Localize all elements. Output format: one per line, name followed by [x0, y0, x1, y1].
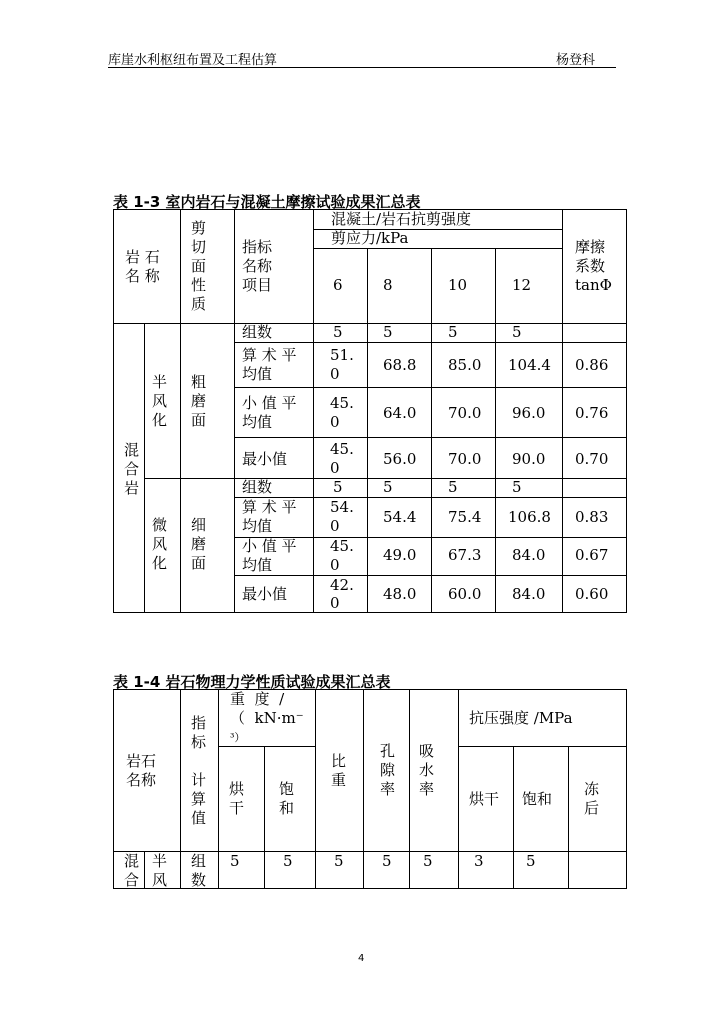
- t1-rock-2: 合: [124, 460, 140, 478]
- t1-g1-r2-v4: 104.4: [508, 356, 551, 374]
- t1-g2-r2-v4: 106.8: [508, 508, 551, 526]
- t2-head-absorb-1: 吸: [419, 742, 435, 760]
- t2-head-rock-name-2: 名称: [126, 771, 157, 789]
- t2-head-absorb-2: 水: [419, 761, 435, 779]
- t2-head-porosity-3: 率: [380, 780, 396, 798]
- t1-g1-r2-v1-wrap: 0: [330, 365, 340, 383]
- t2-head-c-dry: 烘干: [469, 790, 500, 808]
- t2-head-sat-2: 和: [279, 799, 295, 817]
- t2-head-index-1: 指: [191, 714, 207, 732]
- t1-g1-surface-2: 磨: [191, 392, 207, 410]
- t1-g1-r4-v1: 45.: [330, 440, 354, 458]
- t1-g2-r4-v1-wrap: 0: [330, 594, 340, 612]
- t2-row-label-2: 数: [191, 871, 207, 889]
- t2-row-weather-1: 半: [152, 852, 168, 870]
- t2-head-compressive: 抗压强度 /MPa: [469, 709, 573, 727]
- t2-head-density-1: 重 度 /: [230, 690, 285, 708]
- table2-caption: 表 1-4 岩石物理力学性质试验成果汇总表: [113, 673, 391, 691]
- t1-g1-r1-v1: 5: [333, 323, 343, 341]
- t2-row-weather-2: 风: [152, 871, 168, 889]
- t2-row-rock-1: 混: [124, 852, 140, 870]
- t1-g1-r4-v1-wrap: 0: [330, 459, 340, 477]
- t1-g2-r1-v3: 5: [448, 478, 458, 496]
- t1-head-index-2: 名称: [242, 257, 273, 275]
- t1-g1-surface-3: 面: [191, 411, 207, 429]
- t1-g1-r2-v2: 68.8: [383, 356, 417, 374]
- t1-g1-r3-v2: 64.0: [383, 404, 417, 422]
- t2-head-absorb-3: 率: [419, 780, 435, 798]
- t1-g1-r1-v4: 5: [512, 323, 522, 341]
- t2-head-dry-2: 干: [229, 799, 245, 817]
- t1-head-friction-3: tanΦ: [575, 276, 612, 294]
- t2-row-v3: 5: [334, 852, 344, 870]
- header-title: 库崖水利枢纽布置及工程估算: [108, 53, 278, 68]
- t1-g1-r4-label: 最小值: [242, 450, 288, 468]
- t1-g2-r4-v4: 84.0: [512, 585, 546, 603]
- t1-g1-r2-label-2: 均值: [242, 365, 273, 383]
- t1-g2-r2-v1: 54.: [330, 498, 354, 516]
- t1-head-index-1: 指标: [242, 238, 273, 256]
- t1-g1-r1-v3: 5: [448, 323, 458, 341]
- t1-head-friction-2: 系数: [575, 257, 606, 275]
- t1-head-shear-4: 性: [191, 276, 207, 294]
- t1-g1-r3-v4: 96.0: [512, 404, 546, 422]
- t1-g1-r3-coef: 0.76: [575, 404, 609, 422]
- t1-g2-r3-v1: 45.: [330, 537, 354, 555]
- t1-g1-r3-v1-wrap: 0: [330, 413, 340, 431]
- t1-g1-r4-coef: 0.70: [575, 450, 609, 468]
- t1-g1-weather-1: 半: [152, 373, 168, 391]
- t2-head-calc-3: 值: [191, 809, 207, 827]
- t2-head-density-2: （ kN·m⁻: [230, 709, 304, 727]
- t1-g1-r2-v3: 85.0: [448, 356, 482, 374]
- t1-head-shear-3: 面: [191, 257, 207, 275]
- t1-head-shear-5: 质: [191, 295, 207, 313]
- t2-row-v5: 5: [423, 852, 433, 870]
- t2-row-v4: 5: [382, 852, 392, 870]
- t2-row-v7: 5: [526, 852, 536, 870]
- t1-head-stress-12: 12: [512, 276, 532, 294]
- t1-g2-r1-v1: 5: [333, 478, 343, 496]
- t1-g1-r4-v2: 56.0: [383, 450, 417, 468]
- t2-head-porosity-1: 孔: [380, 742, 396, 760]
- t1-g2-r4-v2: 48.0: [383, 585, 417, 603]
- t2-head-sg-1: 比: [331, 752, 347, 770]
- t1-head-friction-1: 摩擦: [575, 238, 606, 256]
- t1-g1-r4-v4: 90.0: [512, 450, 546, 468]
- t2-head-density-3: ³）: [230, 731, 246, 744]
- page-number: 4: [358, 953, 365, 964]
- t2-head-rock-name-1: 岩石: [126, 752, 157, 770]
- t1-g1-weather-2: 风: [152, 392, 168, 410]
- t1-rock-3: 岩: [124, 479, 140, 497]
- t1-head-concrete-rock: 混凝土/岩石抗剪强度: [331, 210, 472, 228]
- t1-g2-surface-2: 磨: [191, 535, 207, 553]
- table1-caption: 表 1-3 室内岩石与混凝土摩擦试验成果汇总表: [113, 193, 421, 211]
- t1-head-index-3: 项目: [242, 276, 273, 294]
- t1-g2-r3-v3: 67.3: [448, 546, 482, 564]
- t1-g1-r1-label: 组数: [242, 323, 273, 341]
- t2-head-index-2: 标: [191, 733, 207, 751]
- t1-g2-r1-v2: 5: [383, 478, 393, 496]
- t1-g2-weather-1: 微: [152, 516, 168, 534]
- t1-g2-r3-label-1: 小 值 平: [242, 537, 297, 555]
- t1-g1-r1-v2: 5: [383, 323, 393, 341]
- t1-g2-r3-v1-wrap: 0: [330, 556, 340, 574]
- t1-g2-r1-label: 组数: [242, 478, 273, 496]
- t1-g2-r3-label-2: 均值: [242, 556, 273, 574]
- t1-g2-r4-v3: 60.0: [448, 585, 482, 603]
- t2-row-v6: 3: [474, 852, 484, 870]
- t1-g2-r3-v4: 84.0: [512, 546, 546, 564]
- t2-head-sg-2: 重: [331, 771, 347, 789]
- t1-g1-r3-label-1: 小 值 平: [242, 394, 297, 412]
- t1-g2-r2-label-2: 均值: [242, 517, 273, 535]
- t1-head-shear-stress: 剪应力/kPa: [331, 229, 409, 247]
- t1-g2-surface-1: 细: [191, 516, 207, 534]
- t1-head-rock-name-1: 岩 石: [125, 248, 160, 266]
- t1-g2-r2-coef: 0.83: [575, 508, 609, 526]
- t2-head-c-frozen-1: 冻: [584, 780, 600, 798]
- t1-g2-r2-v2: 54.4: [383, 508, 417, 526]
- t2-row-rock-2: 合: [124, 871, 140, 889]
- t1-rock-1: 混: [124, 441, 140, 459]
- t1-g2-weather-3: 化: [152, 554, 168, 572]
- t1-g1-r3-label-2: 均值: [242, 413, 273, 431]
- t1-head-stress-8: 8: [383, 276, 393, 294]
- t1-g1-r3-v1: 45.: [330, 394, 354, 412]
- t2-row-v1: 5: [230, 852, 240, 870]
- t1-head-stress-6: 6: [333, 276, 343, 294]
- t2-head-calc-2: 算: [191, 790, 207, 808]
- t1-head-shear-1: 剪: [191, 219, 207, 237]
- t1-g1-surface-1: 粗: [191, 373, 207, 391]
- t2-head-porosity-2: 隙: [380, 761, 396, 779]
- t1-g2-surface-3: 面: [191, 554, 207, 572]
- t1-head-shear-2: 切: [191, 238, 207, 256]
- t1-g2-r4-v1: 42.: [330, 576, 354, 594]
- t1-g2-r4-coef: 0.60: [575, 585, 609, 603]
- t1-g2-r3-v2: 49.0: [383, 546, 417, 564]
- t1-g2-r4-label: 最小值: [242, 585, 288, 603]
- t2-row-v2: 5: [283, 852, 293, 870]
- t1-g2-r2-v1-wrap: 0: [330, 517, 340, 535]
- t1-g1-r3-v3: 70.0: [448, 404, 482, 422]
- t2-row-label-1: 组: [191, 852, 207, 870]
- t2-head-sat-1: 饱: [279, 780, 295, 798]
- t1-g2-r3-coef: 0.67: [575, 546, 609, 564]
- t1-head-rock-name-2: 名 称: [125, 267, 160, 285]
- header-author: 杨登科: [556, 53, 596, 68]
- t1-head-stress-10: 10: [448, 276, 468, 294]
- t2-head-c-frozen-2: 后: [584, 799, 600, 817]
- t1-g1-r2-label-1: 算 术 平: [242, 346, 297, 364]
- t1-g1-weather-3: 化: [152, 411, 168, 429]
- t1-g2-r1-v4: 5: [512, 478, 522, 496]
- t2-head-calc-1: 计: [191, 771, 207, 789]
- t1-g2-weather-2: 风: [152, 535, 168, 553]
- t1-g2-r2-label-1: 算 术 平: [242, 498, 297, 516]
- t2-head-dry-1: 烘: [229, 780, 245, 798]
- t1-g1-r2-coef: 0.86: [575, 356, 609, 374]
- t2-head-c-sat: 饱和: [522, 790, 553, 808]
- t1-g1-r4-v3: 70.0: [448, 450, 482, 468]
- t1-g2-r2-v3: 75.4: [448, 508, 482, 526]
- t1-g1-r2-v1: 51.: [330, 346, 354, 364]
